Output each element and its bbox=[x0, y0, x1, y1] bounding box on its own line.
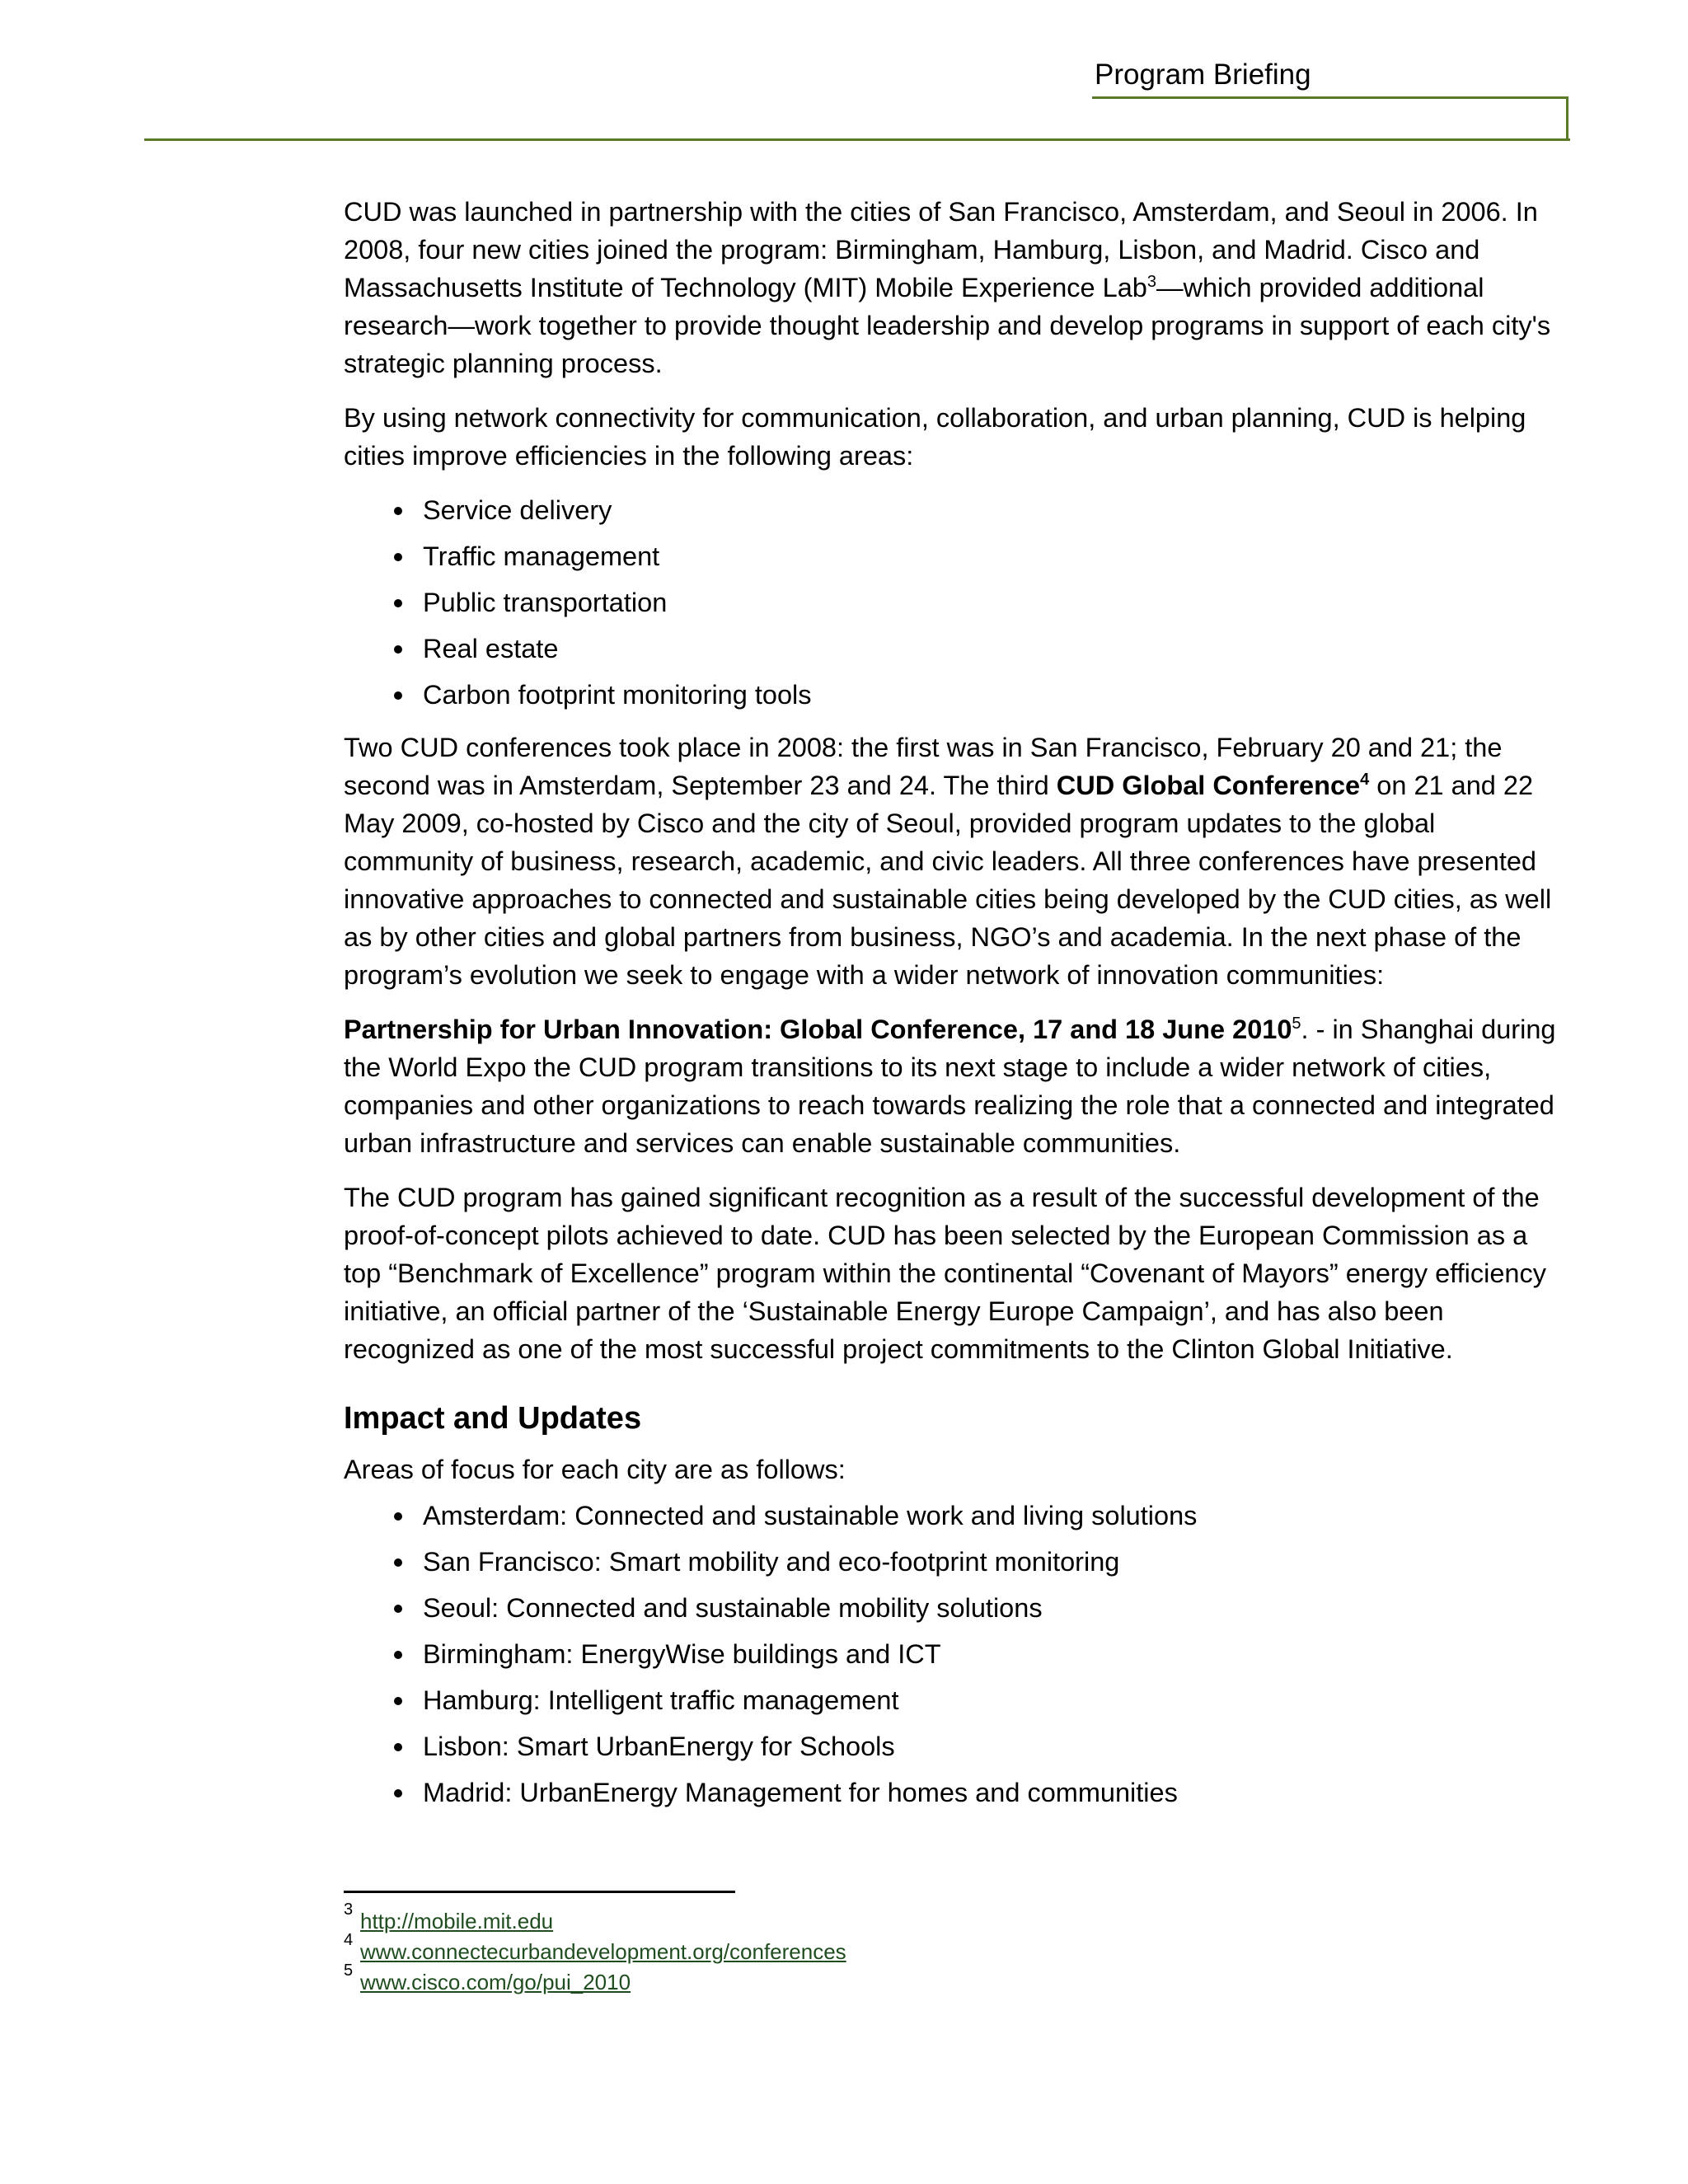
list-item: Public transportation bbox=[423, 583, 1572, 621]
list-item: Madrid: UrbanEnergy Management for homes and communities bbox=[423, 1774, 1572, 1811]
footnote-number: 5 bbox=[344, 1961, 354, 1980]
footnote-separator bbox=[344, 1891, 735, 1893]
header-divider bbox=[144, 138, 1570, 141]
paragraph-conferences-text: Two CUD conferences took place in 2008: the first was in San Francisco, February 20 and 21; the second was in Amsterdam, September 23 and 24. The third bbox=[344, 733, 1503, 800]
paragraph-network: By using network connectivity for communication, collaboration, and urban planning, CUD is helping cities improve efficiencies in the following areas: bbox=[344, 403, 1526, 471]
footnote-ref-4[interactable]: 4 bbox=[1360, 771, 1370, 790]
areas-list bbox=[344, 491, 1572, 714]
paragraph-launch-tail: —which provided additional research—work together to provide thought leadership and develop programs in support of each city's strategic planning process. bbox=[344, 273, 1551, 378]
paragraph-partnership-tail: . - in Shanghai during the World Expo the CUD program transitions to its next stage to include a wider network of cities, companies and other organizations to reach towards realizing the role that a connected and integrated urban infrastructure and services can enable sustainable communities. bbox=[344, 1015, 1556, 1158]
header-title: Program Briefing bbox=[1095, 59, 1311, 91]
list-item: Real estate bbox=[423, 630, 1572, 668]
header-box-frame bbox=[1092, 96, 1568, 138]
paragraph-launch-text: CUD was launched in partnership with the cities of San Francisco, Amsterdam, and Seoul in 2006. In 2008, four new cities joined the program: Birmingham, Hamburg, Lisbon, and Madrid. Cisco and Massachusetts Institute of Technology (MIT) Mobile Experience Lab bbox=[344, 197, 1538, 302]
paragraph-conferences bbox=[344, 729, 1572, 994]
list-item: Carbon footprint monitoring tools bbox=[423, 676, 1572, 714]
partnership-title: Partnership for Urban Innovation: Global Conference, 17 and 18 June 2010 bbox=[344, 1015, 1292, 1044]
footnote-number: 4 bbox=[344, 1931, 354, 1949]
paragraph-launch bbox=[344, 193, 1572, 382]
list-item: Amsterdam: Connected and sustainable work and living solutions bbox=[423, 1497, 1572, 1535]
footnote-ref-5[interactable]: 5 bbox=[1292, 1015, 1301, 1033]
list-item: Seoul: Connected and sustainable mobility solutions bbox=[423, 1589, 1572, 1627]
conference-name: CUD Global Conference bbox=[1056, 771, 1361, 800]
paragraph-conferences-tail: on 21 and 22 May 2009, co-hosted by Cisco and the city of Seoul, provided program updates to the global community of business, research, academic, and civic leaders. All three conferences have presented innovative approaches to connected and sustainable cities being developed by the CUD cities, as well as by other cities and global partners from business, NGO’s and academia. In the next phase of the program’s evolution we seek to engage with a wider network of innovation communities: bbox=[344, 771, 1552, 990]
footnote-ref-3[interactable]: 3 bbox=[1146, 273, 1156, 292]
document-body bbox=[344, 193, 1572, 1826]
footnote-link[interactable]: www.cisco.com/go/pui_2010 bbox=[360, 1970, 631, 1994]
paragraph-recognition: The CUD program has gained significant recognition as a result of the successful development of the proof-of-concept pilots achieved to date. CUD has been selected by the European Commission as a top “Benchmark of Excellence” program within the continental “Covenant of Mayors” energy efficiency initiative, an official partner of the ‘Sustainable Energy Europe Campaign’, and has also been recognized as one of the most successful project commitments to the Clinton Global Initiative. bbox=[344, 1183, 1546, 1364]
paragraph-partnership bbox=[344, 1010, 1572, 1162]
list-item: Lisbon: Smart UrbanEnergy for Schools bbox=[423, 1727, 1572, 1765]
paragraph-focus: Areas of focus for each city are as follows: bbox=[344, 1455, 846, 1484]
list-item: Service delivery bbox=[423, 491, 1572, 529]
section-heading: Impact and Updates bbox=[344, 1401, 642, 1436]
footnote-number: 3 bbox=[344, 1900, 354, 1919]
list-item: Hamburg: Intelligent traffic management bbox=[423, 1681, 1572, 1719]
list-item: Birmingham: EnergyWise buildings and ICT bbox=[423, 1635, 1572, 1673]
cities-list bbox=[344, 1497, 1572, 1811]
footnote-link[interactable]: www.connectecurbandevelopment.org/conferences bbox=[360, 1939, 846, 1964]
list-item: Traffic management bbox=[423, 537, 1572, 575]
footnote-link[interactable]: http://mobile.mit.edu bbox=[360, 1909, 554, 1933]
list-item: San Francisco: Smart mobility and eco-footprint monitoring bbox=[423, 1543, 1572, 1581]
